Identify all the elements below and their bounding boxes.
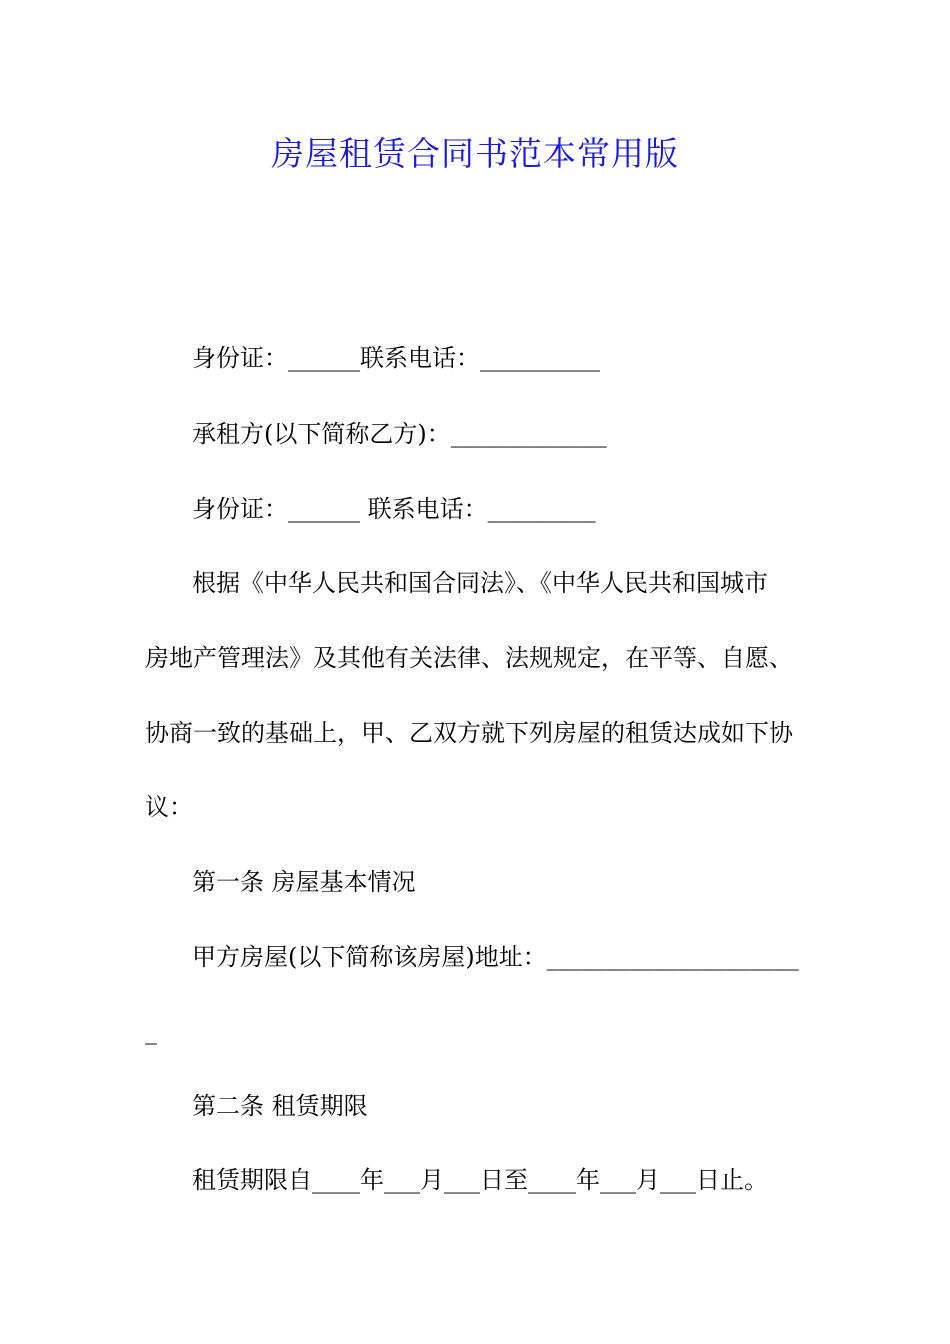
- property-address-line: 甲方房屋(以下简称该房屋)地址：_____________________: [192, 943, 799, 971]
- article-1-heading: 第一条 房屋基本情况: [192, 868, 416, 896]
- preamble-line-3: 协商一致的基础上，甲、乙双方就下列房屋的租赁达成如下协: [145, 719, 793, 747]
- preamble-line-2: 房地产管理法》及其他有关法律、法规规定，在平等、自愿、: [145, 644, 793, 672]
- lessee-line: 承租方(以下简称乙方)：_____________: [192, 420, 607, 448]
- address-continuation: _: [145, 1017, 157, 1045]
- article-2-heading: 第二条 租赁期限: [192, 1092, 368, 1120]
- lease-term-line: 租赁期限自____年___月___日至____年___月___日止。: [192, 1166, 768, 1194]
- lessee-id-phone-line: 身份证：______ 联系电话：_________: [192, 495, 596, 523]
- document-title: 房屋租赁合同书范本常用版: [271, 134, 679, 173]
- preamble-line-1: 根据《中华人民共和国合同法》、《中华人民共和国城市: [192, 569, 768, 597]
- preamble-line-4: 议：: [145, 793, 193, 821]
- lessor-id-phone-line: 身份证：______联系电话：__________: [192, 344, 600, 372]
